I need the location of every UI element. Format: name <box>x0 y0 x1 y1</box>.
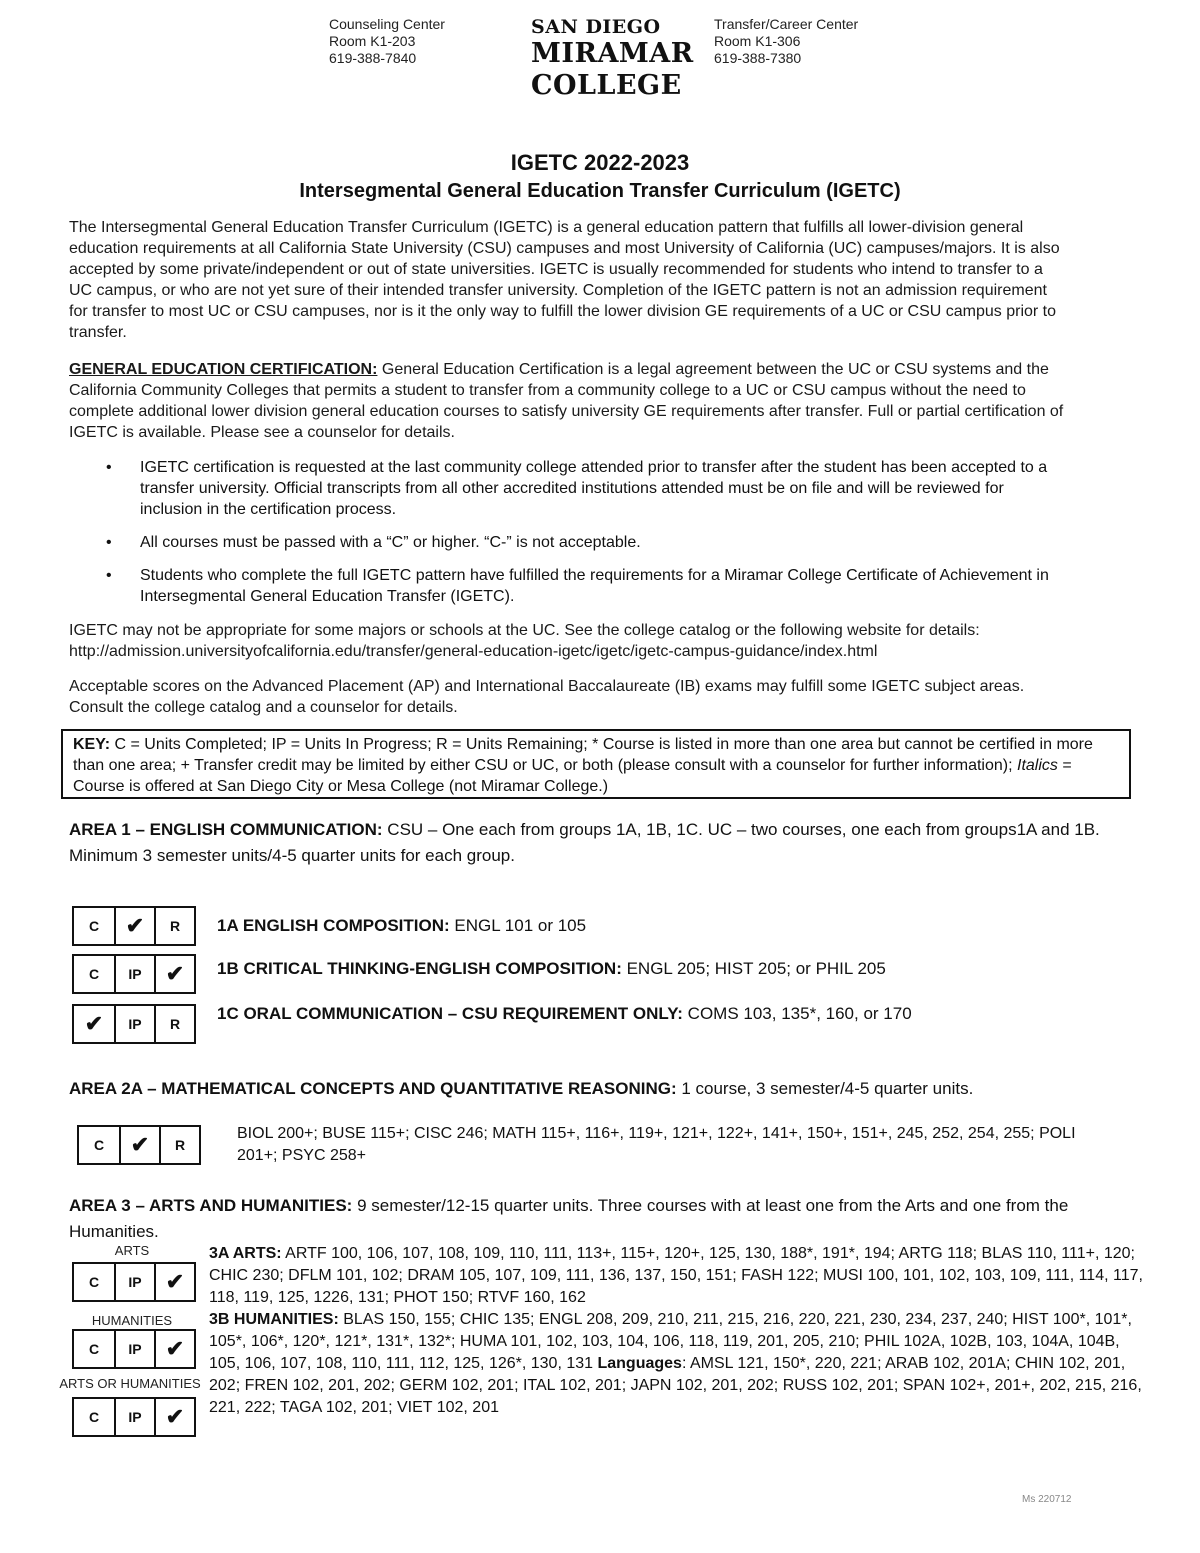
certification-bullets <box>140 457 1060 619</box>
uc-guidance-link[interactable]: http://admission.universityofcalifornia.edu/transfer/general-education-igetc/igetc/igetc-campus-guidance/index.html <box>69 643 878 660</box>
transfer-center-phone: 619-388-7380 <box>714 50 802 66</box>
arts-caption: ARTS <box>114 1243 150 1258</box>
area1b-label: 1B CRITICAL THINKING-ENGLISH COMPOSITION: <box>217 959 622 978</box>
logo-line-2: MIRAMAR <box>531 38 694 69</box>
status-box-c-checked[interactable]: ✔ <box>84 1011 104 1036</box>
transfer-center-name: Transfer/Career Center <box>714 16 859 32</box>
counseling-center-info <box>329 16 445 67</box>
area3-title: AREA 3 – ARTS AND HUMANITIES: <box>69 1196 353 1215</box>
area1-heading <box>69 817 1149 869</box>
status-box-ip[interactable]: IP <box>114 1331 154 1367</box>
area3-heading <box>69 1193 1159 1245</box>
key-text: C = Units Completed; IP = Units In Progress; R = Units Remaining; * Course is listed in more than one area but cannot be certified in more than one area; + Transfer credit may be limited by either CSU or UC, or both (please consult with a counselor for further information); <box>73 736 1093 774</box>
bullet-item: • IGETC certification is requested at the last community college attended prior to transfer after the student has been accepted to a transfer university. Official transcripts from all other accredited institutions attended must be on file and will be reviewed for inclusion in the certification process. <box>140 457 1060 520</box>
area3-courses <box>209 1243 1144 1419</box>
certification-label: GENERAL EDUCATION CERTIFICATION: <box>69 361 378 378</box>
area1c-label: 1C ORAL COMMUNICATION – CSU REQUIREMENT ONLY: <box>217 1004 683 1023</box>
bullet-item: • Students who complete the full IGETC pattern have fulfilled the requirements for a Miramar College Certificate of Achievement in Intersegmental General Education Transfer (IGETC). <box>140 565 1060 607</box>
key-legend <box>61 729 1131 799</box>
uc-note <box>69 620 1129 662</box>
counseling-center-room: Room K1-203 <box>329 33 416 49</box>
area2a-heading <box>69 1076 1149 1102</box>
bullet-item: • All courses must be passed with a “C” or higher. “C-” is not acceptable. <box>140 532 1060 553</box>
humanities-caption: HUMANITIES <box>91 1313 173 1328</box>
status-box-ip-checked[interactable]: ✔ <box>114 908 154 944</box>
status-box-c[interactable]: C <box>88 966 100 982</box>
area3b-status-boxes[interactable] <box>72 1329 196 1369</box>
area1a-courses: ENGL 101 or 105 <box>449 916 587 935</box>
status-box-r-checked[interactable]: ✔ <box>154 1331 194 1367</box>
area3a-label: 3A ARTS: <box>209 1245 282 1262</box>
area1c-status-boxes[interactable] <box>72 1004 196 1044</box>
area2a-courses: BIOL 200+; BUSE 115+; CISC 246; MATH 115+, 116+, 119+, 121+, 122+, 141+, 150+, 151+, 245, 252, 254, 255; POLI 201+; PSYC 258+ <box>237 1125 1076 1164</box>
status-box-c[interactable]: C <box>88 1341 100 1357</box>
key-italics-word: Italics <box>1017 757 1058 774</box>
certification-text: General Education Certification is a legal agreement between the UC or CSU systems and the California Community Colleges that permits a student to transfer from a community college to a UC or CSU campus without the need to complete additional lower division general education courses to satisfy university GE requirements after transfer. Full or partial certification of IGETC is available. Please see a counselor for details. <box>69 361 1064 441</box>
status-box-ip-checked[interactable]: ✔ <box>119 1127 159 1163</box>
area3b-block <box>209 1309 1144 1419</box>
counseling-center-phone: 619-388-7840 <box>329 50 417 66</box>
transfer-center-info <box>714 16 858 67</box>
page-title: IGETC 2022-2023 <box>510 150 690 175</box>
area2a-description: 1 course, 3 semester/4-5 quarter units. <box>676 1079 974 1098</box>
area1c-row <box>217 1004 912 1024</box>
area2a-status-boxes[interactable] <box>77 1125 201 1165</box>
area3b-label: 3B HUMANITIES: <box>209 1311 339 1328</box>
ap-ib-note: Acceptable scores on the Advanced Placement (AP) and International Baccalaureate (IB) exams may fulfill some IGETC subject areas. Consult the college catalog and a counselor for details. <box>69 678 1025 716</box>
area3b-courses: BLAS 150, 155; CHIC 135; ENGL 208, 209, 210, 211, 215, 216, 220, 221, 230, 234, 237, 240; HIST 100*, 101*, 105*, 106*, 120*, 121*, 131*, 132*; HUMA 101, 102, 103, 104, 106, 118, 119, 201, 205, 210; PHIL 102A, 102B, 103, 104A, 104B, 105, 106, 107, 108, 110, 111, 112, 125, 126*, 130, 131 <box>209 1311 1132 1372</box>
uc-note-text: IGETC may not be appropriate for some majors or schools at the UC. See the college catalog or the following website for details: <box>69 622 980 639</box>
status-box-r[interactable]: R <box>159 1127 199 1163</box>
languages-label: Languages <box>597 1355 682 1372</box>
certification-paragraph <box>69 359 1079 443</box>
status-box-r-checked[interactable]: ✔ <box>154 1399 194 1435</box>
area2a-title: AREA 2A – MATHEMATICAL CONCEPTS AND QUANTITATIVE REASONING: <box>69 1079 677 1098</box>
area1b-courses: ENGL 205; HIST 205; or PHIL 205 <box>621 959 886 978</box>
area1a-status-boxes[interactable] <box>72 906 196 946</box>
area1c-courses: COMS 103, 135*, 160, or 170 <box>682 1004 912 1023</box>
area1a-row <box>217 916 586 936</box>
logo-line-3: COLLEGE <box>531 70 682 101</box>
area1b-status-boxes[interactable] <box>72 954 196 994</box>
area1b-row <box>217 959 886 979</box>
status-box-ip[interactable]: IP <box>114 1264 154 1300</box>
status-box-r-checked[interactable]: ✔ <box>154 1264 194 1300</box>
area3a-block <box>209 1243 1144 1309</box>
status-box-c[interactable]: C <box>88 1409 100 1425</box>
languages-courses: : AMSL 121, 150*, 220, 221; ARAB 102, 201A; CHIN 102, 201, 202; FREN 102, 201, 202; GERM 102, 201; ITAL 102, 201; JAPN 102, 201, 202; RUSS 102, 201; SPAN 102+, 201+, 202, 215, 216, 221, 222; TAGA 102, 201; VIET 102, 201 <box>209 1355 1142 1416</box>
transfer-center-room: Room K1-306 <box>714 33 801 49</box>
status-box-r[interactable]: R <box>154 908 194 944</box>
status-box-r-checked[interactable]: ✔ <box>154 956 194 992</box>
area1-description: CSU – One each from groups 1A, 1B, 1C. UC – two courses, one each from groups1A and 1B. Minimum 3 semester units/4-5 quarter units for each group. <box>69 820 1100 865</box>
intro-paragraph: The Intersegmental General Education Transfer Curriculum (IGETC) is a general education pattern that fulfills all lower-division general education requirements at all California State University (CSU) campuses and most University of California (UC) campuses/majors. It is also accepted by some private/independent or out of state universities. IGETC is usually recommended for students who intend to transfer to a UC campus, or who are not yet sure of their intended transfer university. Completion of the IGETC pattern is not an admission requirement for transfer to most UC or CSU campuses, nor is it the only way to fulfill the lower division GE requirements of a UC or CSU campus prior to transfer. <box>69 219 1060 341</box>
college-logo <box>531 16 694 102</box>
area3a-status-boxes[interactable] <box>72 1262 196 1302</box>
status-box-c[interactable]: C <box>93 1137 105 1153</box>
key-label: KEY: <box>73 736 111 753</box>
status-box-c[interactable]: C <box>88 918 100 934</box>
area3-either-status-boxes[interactable] <box>72 1397 196 1437</box>
key-text-2: = Course is offered at San Diego City or Mesa College (not Miramar College.) <box>73 757 1072 795</box>
status-box-r[interactable]: R <box>154 1006 194 1042</box>
status-box-ip[interactable]: IP <box>114 1006 154 1042</box>
status-box-ip[interactable]: IP <box>114 956 154 992</box>
area1-title: AREA 1 – ENGLISH COMMUNICATION: <box>69 820 383 839</box>
area1a-label: 1A ENGLISH COMPOSITION: <box>217 916 450 935</box>
status-box-c[interactable]: C <box>88 1274 100 1290</box>
revision-code: Ms 220712 <box>1022 1494 1072 1505</box>
page-subtitle: Intersegmental General Education Transfer Curriculum (IGETC) <box>299 180 901 202</box>
logo-line-1: SAN DIEGO <box>531 16 661 38</box>
status-box-ip[interactable]: IP <box>114 1399 154 1435</box>
area3a-courses: ARTF 100, 106, 107, 108, 109, 110, 111, 113+, 115+, 120+, 125, 130, 188*, 191*, 194; ARTG 118; BLAS 110, 111+, 120; CHIC 230; DFLM 101, 102; DRAM 105, 107, 109, 111, 136, 137, 150, 151; FASH 122; MUSI 100, 101, 102, 103, 109, 111, 114, 117, 118, 119, 125, 1226, 131; PHOT 150; RTVF 160, 162 <box>209 1245 1143 1306</box>
arts-or-humanities-caption: ARTS OR HUMANITIES <box>59 1376 201 1391</box>
counseling-center-name: Counseling Center <box>329 16 445 32</box>
area3-description: 9 semester/12-15 quarter units. Three courses with at least one from the Arts and one from the Humanities. <box>69 1196 1069 1241</box>
